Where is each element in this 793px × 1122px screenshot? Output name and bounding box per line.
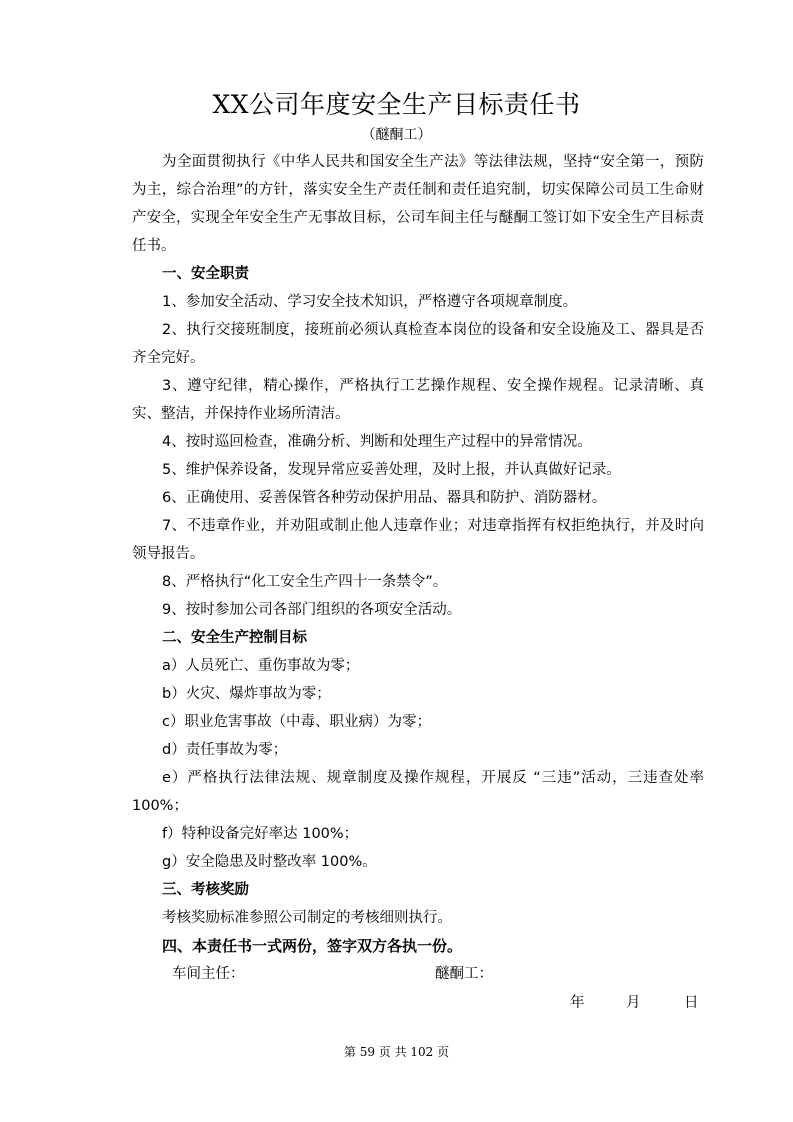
assessment-text: 考核奖励标准参照公司制定的考核细则执行。: [162, 910, 452, 926]
document-subtitle: （醚酮工）: [361, 127, 432, 143]
duty-item: 5、维护保养设备，发现异常应妥善处理，及时上报，并认真做好记录。: [162, 462, 621, 478]
target-item: c）职业危害事故（中毒、职业病）为零；: [162, 714, 431, 730]
section-heading-assessment: 三、考核奖励: [162, 882, 249, 898]
document-title: XX公司年度安全生产目标责任书: [212, 90, 581, 119]
date-row: [132, 988, 704, 1018]
signature-row: [132, 960, 704, 988]
document-body: [132, 148, 704, 1018]
duty-item: 4、按时巡回检查，准确分析、判断和处理生产过程中的异常情况。: [162, 434, 592, 450]
worker-signature-label: 醚酮工：: [435, 966, 493, 982]
duty-item: 8、严格执行“化工安全生产四十一条禁令”。: [162, 574, 448, 590]
target-item: e）严格执行法律法规、规章制度及操作规程，开展反 “三违”活动，三违查处率 100%；: [132, 770, 704, 814]
section-heading-copies: 四、本责任书一式两份，签字双方各执一份。: [162, 937, 463, 955]
duty-item: 1、参加安全活动、学习安全技术知识，严格遵守各项规章制度。: [162, 294, 578, 310]
duty-item: 6、正确使用、妥善保管各种劳动保护用品、器具和防护、消防器材。: [162, 490, 607, 506]
target-item: b）火灾、爆炸事故为零；: [162, 686, 331, 702]
page-footer: 第 59 页 共 102 页: [343, 1045, 450, 1059]
intro-paragraph: 为全面贯彻执行《中华人民共和国安全生产法》等法律法规，坚持“安全第一，预防为主，综合治理”的方针，落实安全生产责任制和责任追究制，切实保障公司员工生命财产安全，实现全年安全生产无事故目标，公司车间主任与醚酮工签订如下安全生产目标责任书。: [132, 154, 704, 254]
duty-item: 2、执行交接班制度，接班前必须认真检查本岗位的设备和安全设施及工、器具是否齐全完好。: [132, 322, 704, 366]
duty-item: 7、不违章作业，并劝阻或制止他人违章作业；对违章指挥有权拒绝执行，并及时向领导报告。: [132, 518, 704, 562]
target-item: g）安全隐患及时整改率 100%。: [162, 854, 377, 870]
section-heading-targets: 二、安全生产控制目标: [162, 630, 307, 646]
date-year-label: 年: [570, 995, 585, 1011]
target-item: a）人员死亡、重伤事故为零；: [162, 658, 360, 674]
date-month-label: 月: [626, 995, 641, 1011]
duty-item: 3、遵守纪律，精心操作，严格执行工艺操作规程、安全操作规程。记录清晰、真实、整洁，并保持作业场所清洁。: [132, 378, 704, 422]
target-item: d）责任事故为零；: [162, 742, 288, 758]
section-heading-duties: 一、安全职责: [162, 266, 249, 282]
target-item: f）特种设备完好率达 100%；: [162, 826, 359, 842]
workshop-director-signature-label: 车间主任：: [172, 966, 245, 982]
duty-item: 9、按时参加公司各部门组织的各项安全活动。: [162, 602, 462, 618]
date-day-label: 日: [684, 995, 699, 1011]
